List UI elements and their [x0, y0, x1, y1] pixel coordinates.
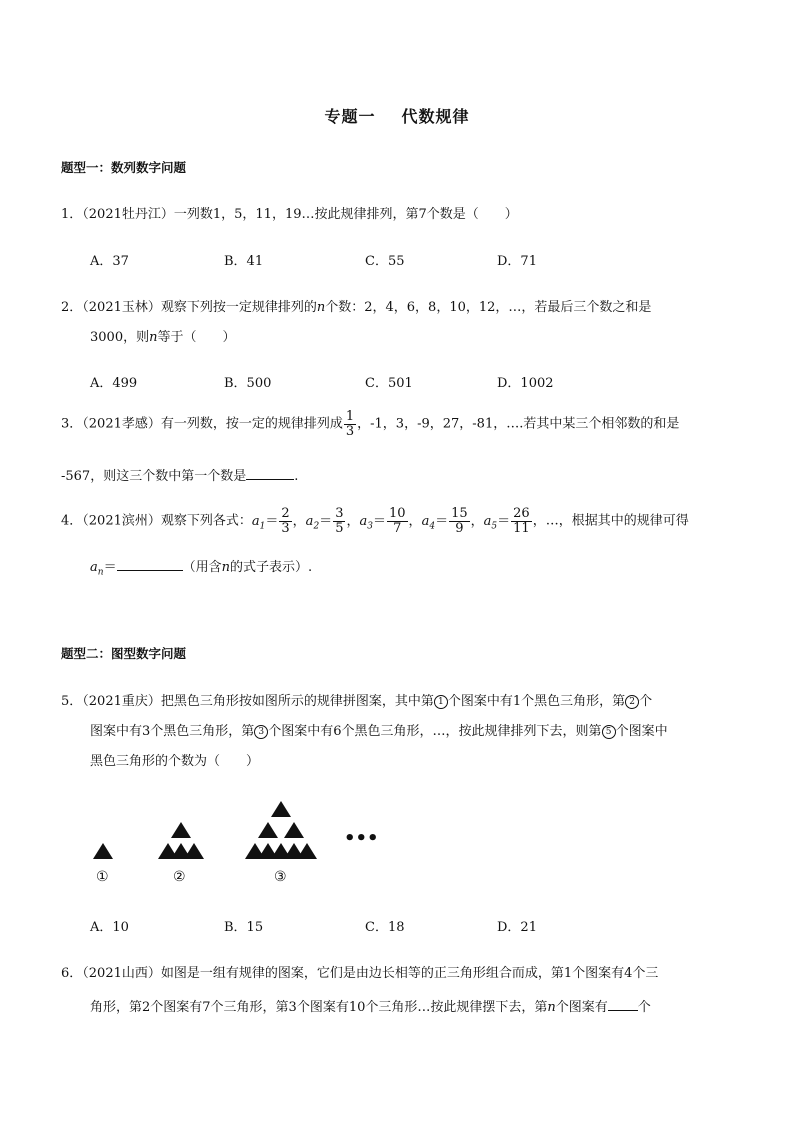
q2-text-c: 3000，则	[90, 330, 150, 345]
q4-term-fraction	[387, 507, 408, 535]
q2-options	[0, 372, 794, 390]
q2-text-d: 等于（ ）	[157, 330, 236, 345]
q5-text-a: 5．（2021重庆）把黑色三角形按如图所示的规律拼图案，其中第	[61, 694, 434, 709]
q4-term	[292, 506, 347, 536]
title-part1: 专题一	[324, 107, 376, 126]
q4-term	[346, 506, 408, 536]
q6-text-b: 个图案有	[555, 1000, 608, 1015]
q5-triangle-figure	[80, 795, 380, 890]
q4-term-sub: 1	[259, 521, 266, 532]
q4-term-fraction	[449, 507, 470, 535]
triangle-icon	[284, 822, 304, 838]
q4-separator: ，	[470, 513, 484, 529]
question-3-line2	[61, 465, 298, 484]
q5-circled-5: 5	[602, 725, 616, 739]
q4-text-b: （用含	[182, 560, 222, 575]
q4-frac-den: 3	[281, 520, 290, 536]
question-3-line1	[61, 410, 679, 438]
triangle-icon	[258, 843, 278, 859]
q5-text-b: 个图案中有1个黑色三角形，第	[447, 694, 626, 709]
q4-text-c: 的式子表示）.	[229, 560, 313, 575]
q1-option-d: D．71	[497, 254, 537, 269]
q6-answer-blank[interactable]	[608, 1009, 638, 1011]
q6-text-c: 个	[637, 1000, 651, 1015]
question-6-line2	[90, 996, 651, 1015]
question-2-line1	[61, 296, 651, 315]
q5-text-d: 图案中有3个黑色三角形，第	[90, 724, 255, 739]
q4-term-var: $a_5$	[483, 513, 498, 532]
q4-term-var: $a_2$	[305, 513, 320, 532]
q5-text-e: 个图案中有6个黑色三角形，…，按此规律排列下去，则第	[268, 724, 602, 739]
q4-term-eq: ＝	[435, 513, 449, 529]
q5-option-a: A．10	[90, 920, 129, 935]
q4-term-var: $a_4$	[421, 513, 436, 532]
q6-var-n: n	[547, 1000, 556, 1015]
q5-options	[0, 916, 794, 934]
q6-text-a: 角形，第2个图案有7个三角形，第3个图案有10个三角形…按此规律摆下去，第	[90, 1000, 548, 1015]
q5-option-d: D．21	[497, 920, 537, 935]
q3-frac-num: 1	[345, 409, 355, 424]
q4-term-eq: ＝	[497, 513, 511, 529]
q1-options	[0, 250, 794, 268]
q4-term-var: $a_3$	[359, 513, 373, 532]
q4-term	[470, 506, 533, 536]
q4-frac-num: 2	[281, 506, 290, 521]
question-5-line2	[90, 720, 668, 739]
pattern-2	[158, 822, 204, 859]
q2-option-c: C．501	[365, 376, 413, 391]
section-heading-2: 题型二：图型数字问题	[61, 646, 187, 661]
q3-text-c: -567，则这三个数中第一个数是	[61, 469, 247, 484]
q3-text-d: .	[294, 469, 299, 484]
q4-term-eq: ＝	[265, 513, 279, 529]
pattern-3	[245, 801, 317, 859]
q3-frac-den: 3	[345, 423, 355, 439]
q4-term-fraction	[333, 507, 345, 535]
q1-option-a: A．37	[90, 254, 129, 269]
q5-text-c: 个	[639, 694, 653, 709]
q2-option-a: A．499	[90, 376, 138, 391]
triangle-icon	[171, 843, 191, 859]
q4-frac-num: 15	[451, 506, 468, 521]
q4-eq: ＝	[103, 560, 117, 575]
q5-option-c: C．18	[365, 920, 405, 935]
q1-option-b: B．41	[224, 254, 264, 269]
q4-lead: 4．（2021滨州）观察下列各式：	[61, 513, 252, 529]
q2-option-b: B．500	[224, 376, 272, 391]
question-5-line1	[61, 690, 652, 709]
q1-option-c: C．55	[365, 254, 405, 269]
q4-an: $a_n$	[90, 560, 104, 578]
q4-term-sub: 4	[429, 521, 436, 532]
q4-frac-num: 10	[389, 506, 406, 521]
q4-term-sub: 3	[367, 521, 373, 532]
q4-term-var: $a_1$	[251, 513, 266, 532]
pattern-1	[93, 843, 113, 859]
page-title	[0, 104, 794, 127]
q5-circled-2: 2	[625, 695, 639, 709]
title-part2: 代数规律	[401, 107, 470, 126]
triangle-icon	[271, 801, 291, 817]
q2-text-a: 2．（2021玉林）观察下列按一定规律排列的	[61, 300, 317, 315]
q4-term	[408, 506, 471, 536]
question-1: 1．（2021牡丹江）一列数1，5，11，19…按此规律排列，第7个数是（ ）	[61, 207, 518, 222]
q4-frac-den: 5	[335, 520, 344, 536]
q4-separator: ，	[292, 513, 306, 529]
q4-term-sub: 5	[491, 521, 498, 532]
fig-label-3: ③	[274, 869, 287, 885]
q4-term-eq: ＝	[372, 513, 386, 529]
q4-terms	[251, 506, 533, 536]
q4-term-sub: 2	[313, 521, 320, 532]
q4-var-n: n	[221, 560, 230, 575]
q2-option-d: D．1002	[497, 376, 554, 391]
question-6-line1: 6．（2021山西）如图是一组有规律的图案，它们是由边长相等的正三角形组合而成，第1个图案有4个三	[61, 966, 659, 981]
question-4-line2	[90, 556, 312, 578]
q2-var-n: n	[316, 300, 326, 315]
q4-frac-num: 26	[513, 506, 530, 521]
triangle-icon	[171, 822, 191, 838]
q3-text-b: ，-1，3，-9，27，-81，….若其中某三个相邻数的和是	[357, 416, 680, 432]
q4-separator: ，	[408, 513, 422, 529]
q5-circled-3: 3	[254, 725, 268, 739]
q4-tail: ，…，根据其中的规律可得	[532, 513, 689, 529]
fig-label-2: ②	[173, 869, 186, 885]
q4-term-fraction	[279, 507, 291, 535]
q2-var-n-2: n	[149, 330, 158, 345]
fig-label-1: ①	[96, 869, 109, 885]
q4-answer-blank[interactable]	[117, 569, 183, 571]
triangle-icon	[284, 843, 304, 859]
q5-option-b: B．15	[224, 920, 264, 935]
question-2-line2	[90, 326, 235, 345]
q4-term-eq: ＝	[319, 513, 333, 529]
q3-fraction	[344, 410, 356, 438]
q4-separator: ，	[346, 513, 360, 529]
q4-term-fraction	[511, 507, 532, 535]
q4-frac-den: 11	[513, 520, 530, 536]
q5-text-f: 个图案中	[615, 724, 668, 739]
q3-text-a: 3．（2021孝感）有一列数，按一定的规律排列成	[61, 416, 343, 432]
q3-answer-blank[interactable]	[246, 478, 294, 480]
q4-term	[251, 506, 293, 536]
q4-frac-num: 3	[335, 506, 344, 521]
question-5-line3: 黑色三角形的个数为（ ）	[90, 754, 260, 769]
ellipsis-dots: •••	[344, 828, 379, 849]
q5-circled-1: 1	[434, 695, 448, 709]
q4-frac-den: 9	[455, 520, 464, 536]
triangle-icon	[258, 822, 278, 838]
question-4-line1	[61, 507, 689, 535]
q4-frac-den: 7	[393, 520, 402, 536]
section-heading-1: 题型一：数列数字问题	[61, 160, 187, 175]
q2-text-b: 个数：2，4，6，8，10，12，…，若最后三个数之和是	[325, 300, 652, 315]
triangle-icon	[93, 843, 113, 859]
